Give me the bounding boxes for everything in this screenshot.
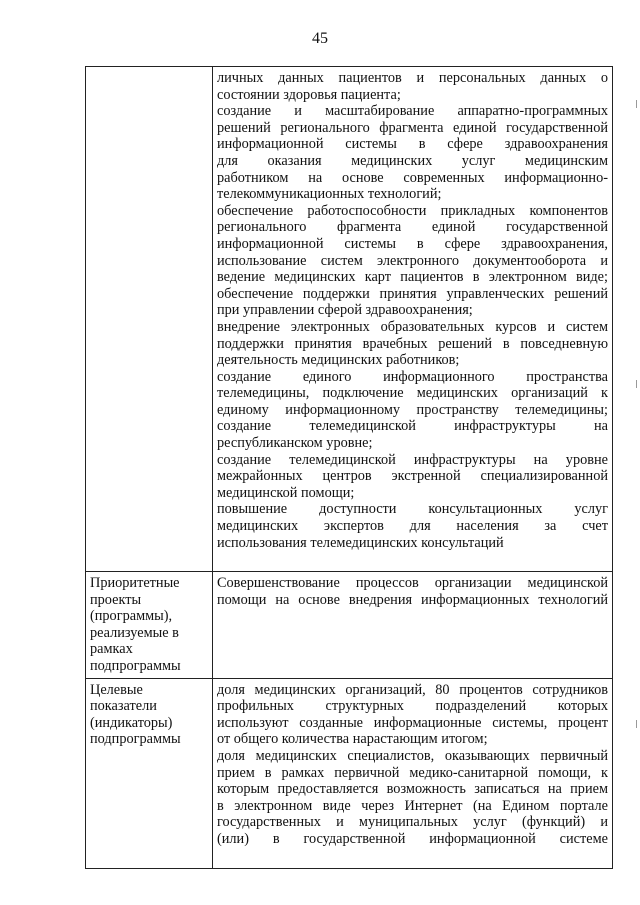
content-line: медицинских экспертов для населения за счет (217, 518, 608, 535)
row-label-line: реализуемые в (90, 624, 179, 641)
content-line: межрайонных центров экстренной специализированной (217, 468, 608, 485)
table-row (86, 678, 613, 868)
content-line: профильных структурных подразделений которых (217, 698, 608, 715)
content-line: использования телемедицинских консультаций (217, 534, 504, 551)
content-line: внедрение электронных образовательных курсов и систем (217, 318, 608, 335)
content-line: (или) в государственной информационной системе (217, 830, 608, 847)
content-line: обеспечение работоспособности прикладных компонентов (217, 202, 608, 219)
content-line: создание телемедицинской инфраструктуры на уровне (217, 451, 608, 468)
row-label-line: показатели (90, 698, 157, 715)
content-line: регионального фрагмента единой государственной (217, 219, 608, 236)
row-content-cell (213, 67, 613, 572)
row-label-line: Целевые (90, 681, 143, 698)
content-line: прием в рамках первичной медико-санитарной помощи, к (217, 764, 608, 781)
row-label-line: подпрограммы (90, 657, 181, 674)
scan-edge-mark (636, 100, 637, 108)
content-line: личных данных пациентов и персональных данных о (217, 70, 608, 86)
content-line: используют созданные информационные системы, процент (217, 714, 608, 731)
content-line: повышение доступности консультационных услуг (217, 501, 608, 518)
content-line: от общего количества нарастающим итогом; (217, 731, 488, 748)
content-line: которым предоставляется возможность записаться на прием (217, 781, 608, 798)
content-line: использование систем электронного документооборота и (217, 252, 608, 269)
row-content-cell (213, 572, 613, 679)
content-line: создание единого информационного пространства (217, 368, 608, 385)
scan-edge-mark (636, 380, 637, 388)
table-row (86, 572, 613, 679)
content-line: телемедицины, подключение медицинских организаций к (217, 385, 608, 402)
content-line: создание и масштабирование аппаратно-программных (217, 103, 608, 120)
content-line: информационной системы в сфере здравоохранения, (217, 235, 608, 252)
content-line: создание телемедицинской инфраструктуры на (217, 418, 608, 435)
content-line: деятельность медицинских работников; (217, 352, 460, 369)
content-line: работником на основе современных информационно- (217, 169, 608, 186)
content-line: единому информационному пространству телемедицины; (217, 401, 608, 418)
content-line: государственных и муниципальных услуг (функций) и (217, 814, 608, 831)
row-label-line: (программы), (90, 608, 173, 625)
row-label-cell (86, 67, 213, 572)
content-line: медицинской помощи; (217, 484, 355, 501)
content-line: доля медицинских специалистов, оказывающих первичный (217, 747, 608, 764)
row-label-line: (индикаторы) (90, 714, 173, 731)
row-label-cell (86, 572, 213, 679)
row-label-cell (86, 678, 213, 868)
content-line: поддержки принятия врачебных решений в повседневную (217, 335, 608, 352)
content-line: обеспечение поддержки принятия управленческих решений (217, 285, 608, 302)
row-content-cell (213, 678, 613, 868)
content-line: для оказания медицинских услуг медицинским (217, 152, 608, 169)
row-label-line: Приоритетные (90, 575, 180, 591)
content-line: доля медицинских организаций, 80 процентов сотрудников (217, 681, 608, 698)
content-line: ведение медицинских карт пациентов в электронном виде; (217, 269, 608, 286)
content-line: республиканском уровне; (217, 435, 373, 452)
content-line: телекоммуникационных технологий; (217, 186, 442, 203)
row-label-line: проекты (90, 591, 142, 608)
table-row (86, 67, 613, 572)
row-label-line: рамках (90, 641, 133, 658)
content-line: решений регионального фрагмента единой государственной (217, 119, 608, 136)
subprogram-passport-table (85, 66, 613, 869)
content-line: состоянии здоровья пациента; (217, 86, 401, 103)
content-line: в электронном виде через Интернет (на Едином портале (217, 797, 608, 814)
scan-edge-mark (636, 720, 637, 728)
page-number: 45 (312, 30, 328, 47)
content-line: при управлении сферой здравоохранения; (217, 302, 473, 319)
content-line: Совершенствование процессов организации медицинской (217, 575, 608, 591)
content-line: помощи на основе внедрения информационных технологий (217, 591, 608, 608)
row-label-line: подпрограммы (90, 731, 181, 748)
content-line: информационной системы в сфере здравоохранения (217, 136, 608, 153)
